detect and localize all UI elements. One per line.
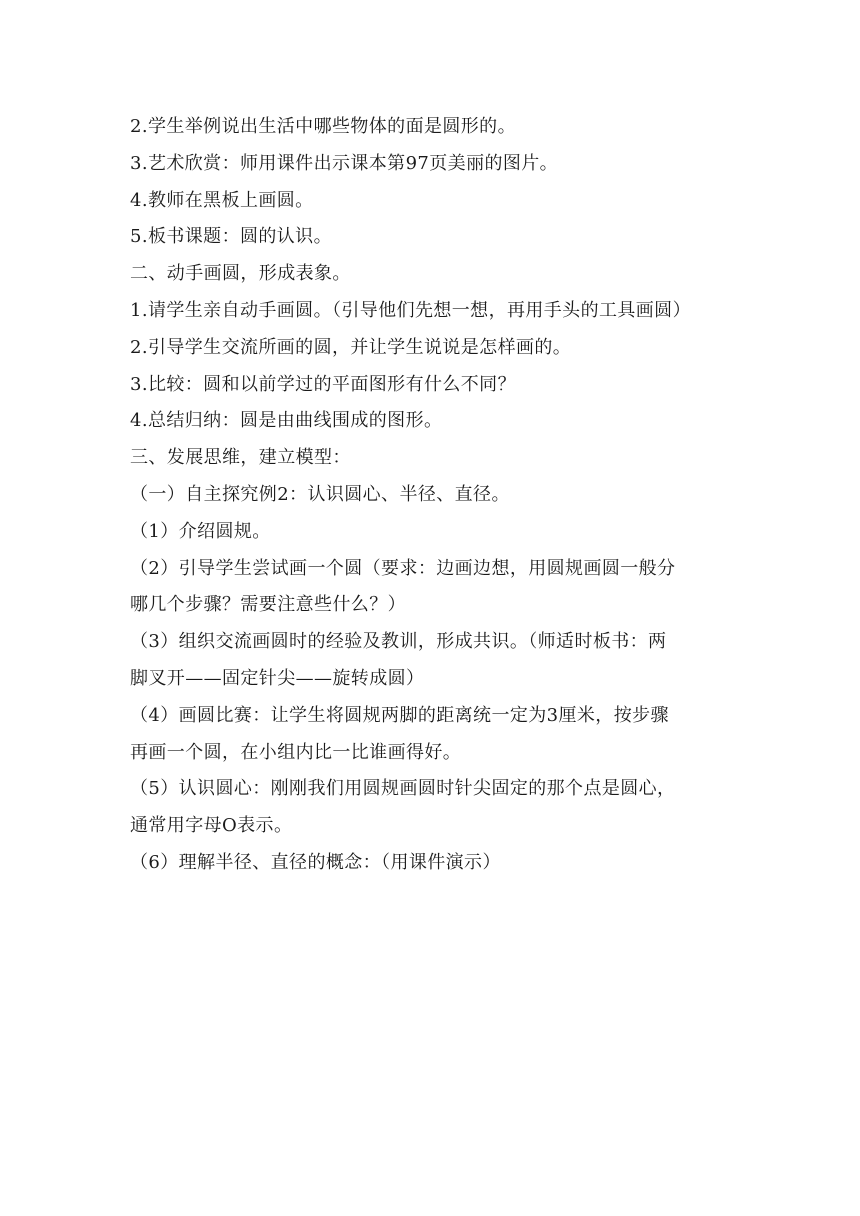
- text-line: 再画一个圆，在小组内比一比谁画得好。: [130, 741, 462, 763]
- text-line: 哪几个步骤？需要注意些什么？）: [130, 594, 406, 616]
- text-line: （3）组织交流画圆时的经验及教训，形成共识。（师适时板书：两: [130, 631, 667, 653]
- text-line: 1.请学生亲自动手画圆。（引导他们先想一想，再用手头的工具画圆）: [130, 299, 691, 321]
- text-line: （6）理解半径、直径的概念：（用课件演示）: [130, 851, 501, 873]
- text-line: 3.艺术欣赏：师用课件出示课本第97页美丽的图片。: [130, 152, 559, 174]
- text-line: （1）介绍圆规。: [130, 520, 271, 542]
- text-line: 4.教师在黑板上画圆。: [130, 189, 314, 211]
- text-line: 2.引导学生交流所画的圆，并让学生说说是怎样画的。: [130, 336, 572, 358]
- section-heading: 二、动手画圆，形成表象。: [130, 263, 351, 285]
- text-line: 3.比较：圆和以前学过的平面图形有什么不同？: [130, 373, 516, 395]
- text-line: 4.总结归纳：圆是由曲线围成的图形。: [130, 410, 443, 432]
- text-line: 2.学生举例说出生活中哪些物体的面是圆形的。: [130, 116, 516, 137]
- text-line: （4）画圆比赛：让学生将圆规两脚的距离统一定为3厘米，按步骤: [130, 704, 669, 726]
- text-line: 脚叉开——固定针尖——旋转成圆）: [130, 667, 425, 689]
- document-body: [130, 109, 740, 882]
- text-line: （5）认识圆心：刚刚我们用圆规画圆时针尖固定的那个点是圆心，: [130, 778, 676, 800]
- text-line: （2）引导学生尝试画一个圆（要求：边画边想，用圆规画圆一般分: [130, 557, 676, 579]
- subsection-heading: （一）自主探究例2：认识圆心、半径、直径。: [130, 483, 510, 505]
- text-line: 5.板书课题：圆的认识。: [130, 226, 332, 248]
- section-heading: 三、发展思维，建立模型：: [130, 447, 351, 469]
- text-line: 通常用字母O表示。: [130, 815, 293, 837]
